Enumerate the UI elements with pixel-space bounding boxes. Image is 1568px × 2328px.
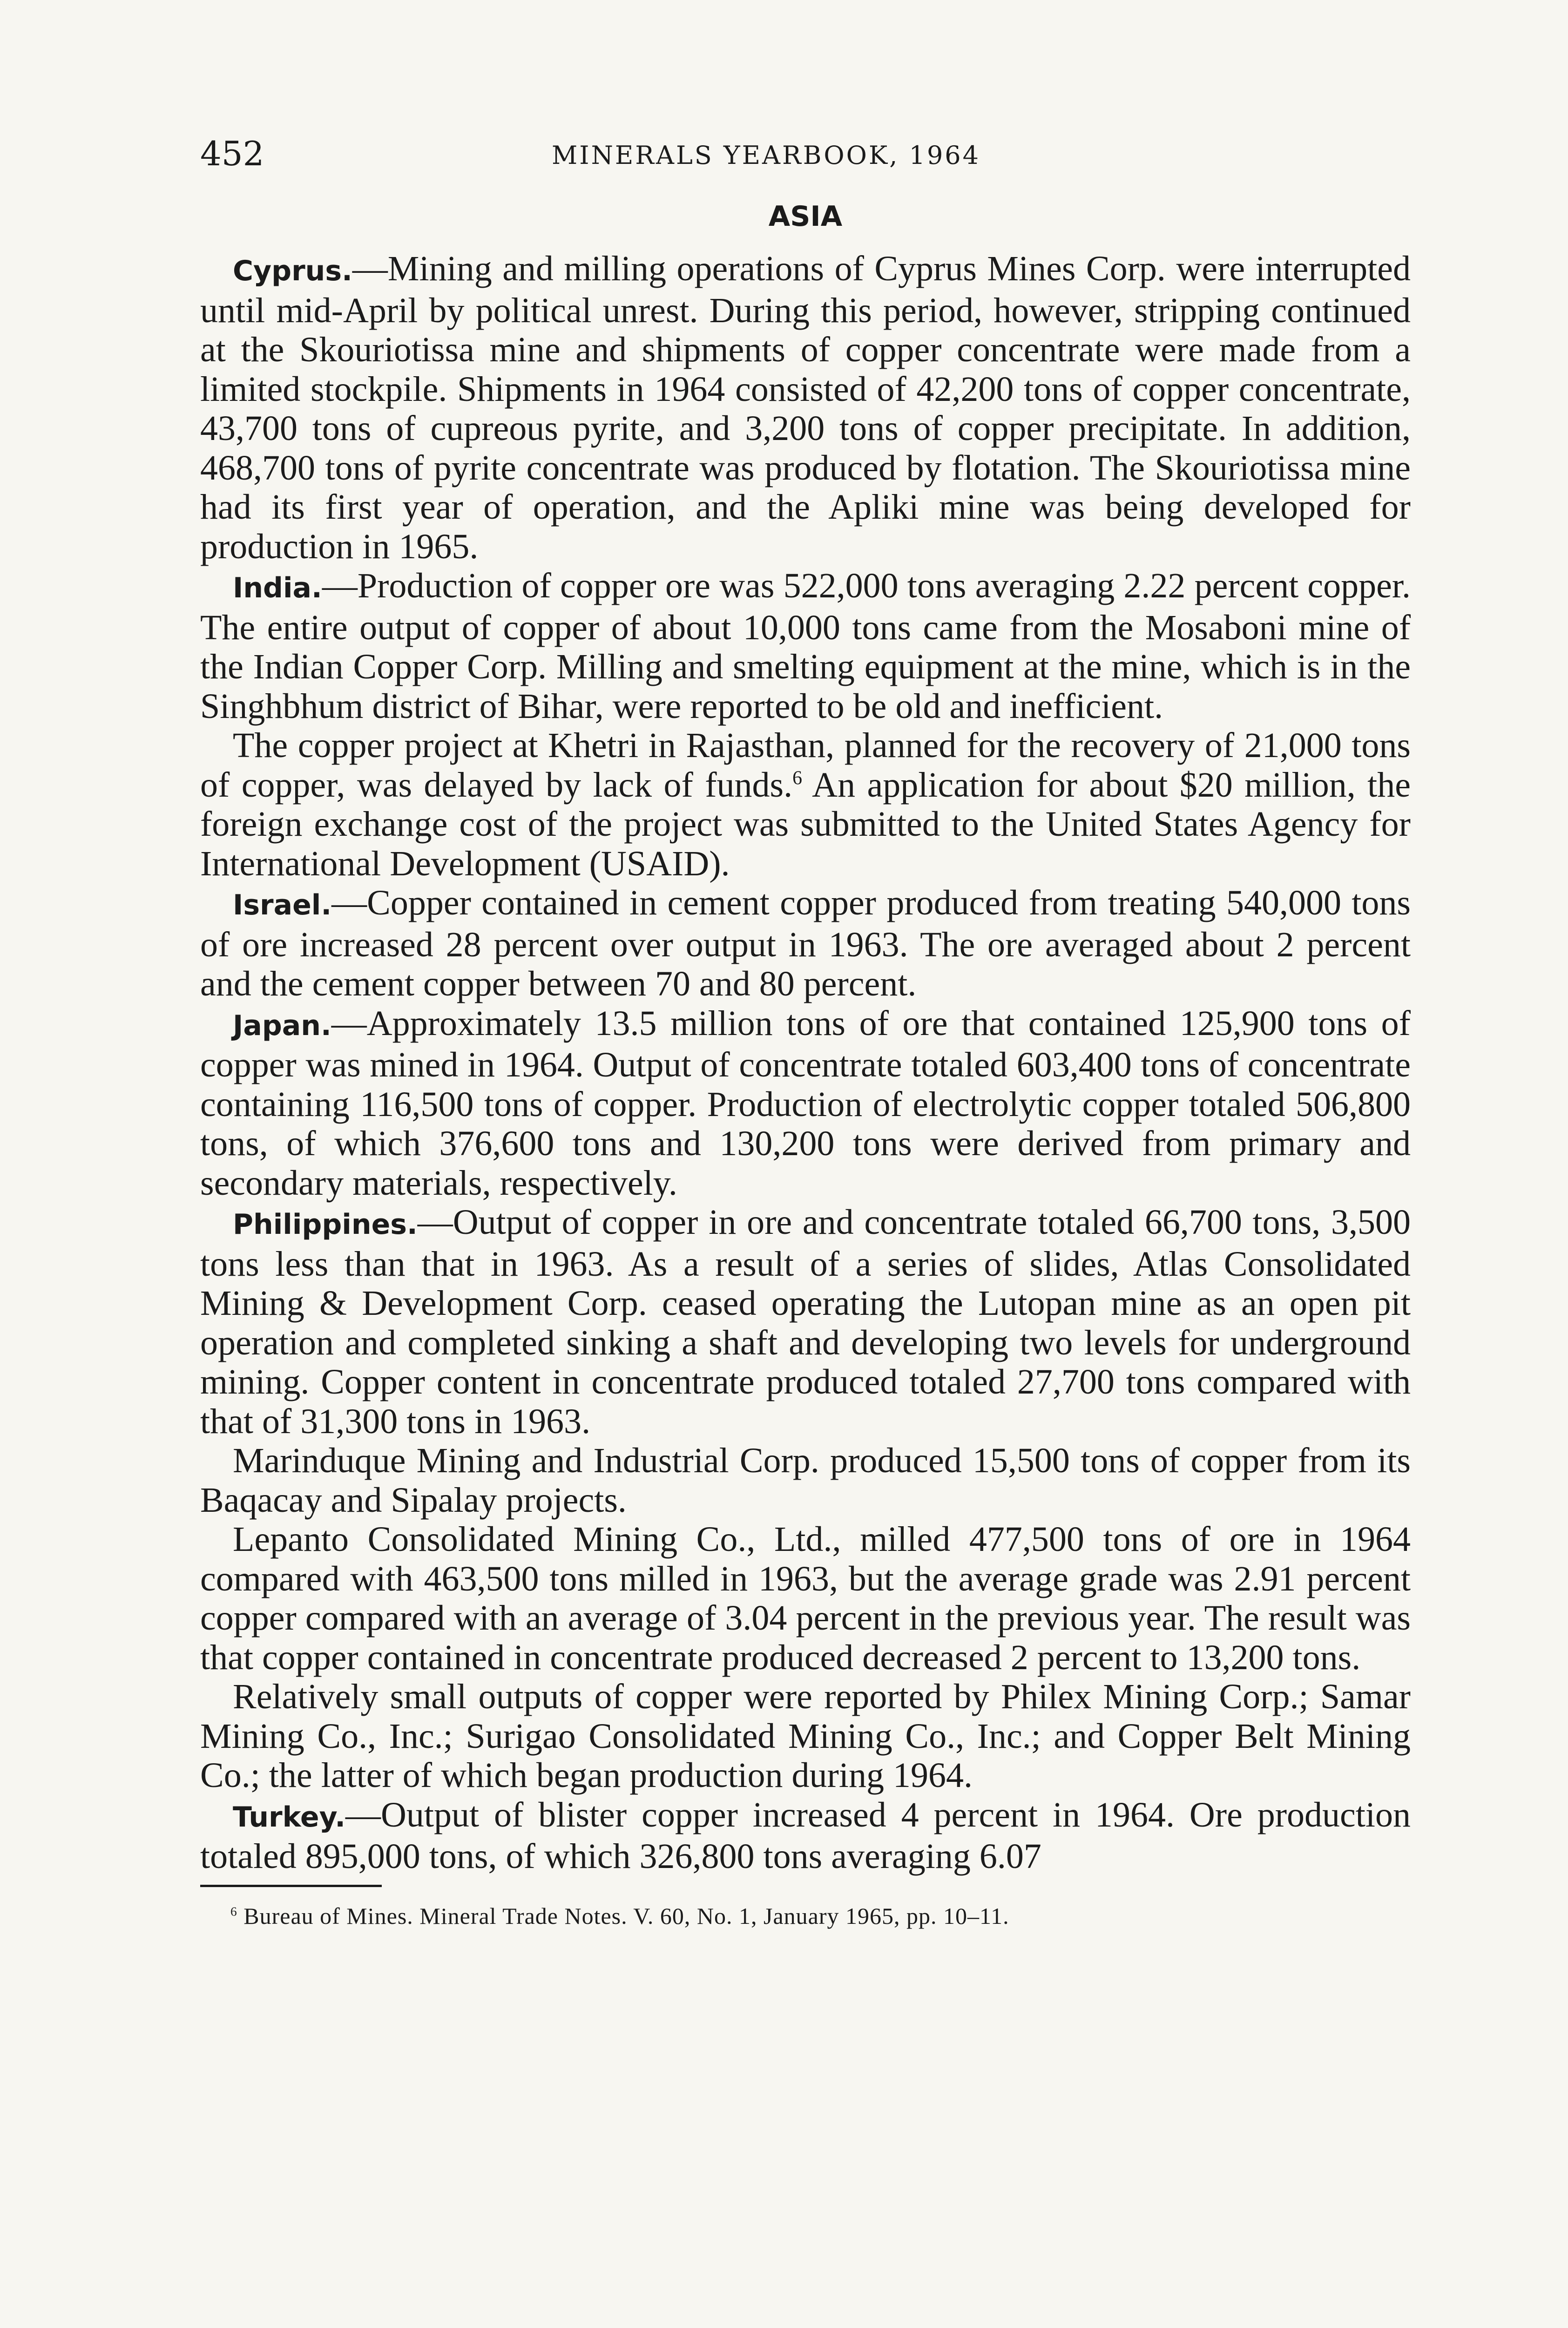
text-marinduque: Marinduque Mining and Industrial Corp. produced 15,500 tons of copper from its Baqacay and Sipalay projects. bbox=[200, 1441, 1411, 1520]
text-turkey: —Output of blister copper increased 4 percent in 1964. Ore production totaled 895,000 tons, of which 326,800 tons averaging 6.07 bbox=[200, 1795, 1411, 1876]
text-india: —Production of copper ore was 522,000 tons averaging 2.22 percent copper. The entire output of copper of about 10,000 tons came from the Mosaboni mine of the Indian Copper Corp. Milling and smelting equipment at the mine, which is in the Singhbhum district of Bihar, were reported to be old and inefficient. bbox=[200, 566, 1411, 726]
paragraph-small-outputs bbox=[200, 1677, 1411, 1795]
running-head: MINERALS YEARBOOK, 1964 bbox=[552, 141, 981, 170]
footnote-text: Bureau of Mines. Mineral Trade Notes. V. 60, No. 1, January 1965, pp. 10–11. bbox=[243, 1902, 1009, 1929]
lead-japan: Japan. bbox=[233, 1009, 331, 1042]
lead-turkey: Turkey. bbox=[233, 1800, 346, 1834]
section-title: ASIA bbox=[768, 200, 843, 233]
body-text bbox=[200, 249, 1411, 1876]
paragraph-khetri bbox=[200, 726, 1411, 883]
text-lepanto: Lepanto Consolidated Mining Co., Ltd., milled 477,500 tons of ore in 1964 compared with 463,500 tons milled in 1963, but the average grade was 2.91 percent copper compared with an average of 3.04 percent in the previous year. The result was that copper contained in concentrate produced decreased 2 percent to 13,200 tons. bbox=[200, 1520, 1411, 1677]
lead-cyprus: Cyprus. bbox=[233, 255, 352, 287]
page-header bbox=[200, 133, 1411, 184]
text-khetri-before: The copper project at Khetri in Rajasthan, planned for the recovery of 21,000 tons of copper, was delayed by lack of funds. bbox=[200, 726, 1411, 805]
text-khetri-after: An application for about $20 million, the foreign exchange cost of the project was submitted to the United States Agency for International Development (USAID). bbox=[200, 765, 1411, 883]
paragraph-philippines bbox=[200, 1203, 1411, 1441]
text-japan: —Approximately 13.5 million tons of ore that contained 125,900 tons of copper was mined in 1964. Output of concentrate totaled 603,400 tons of concentrate containing 116,500 tons of copper. Production of electrolytic copper totaled 506,800 tons, of which 376,600 tons and 130,200 tons were derived from primary and secondary materials, respectively. bbox=[200, 1003, 1411, 1203]
footnote-divider bbox=[200, 1885, 382, 1887]
paragraph-turkey bbox=[200, 1795, 1411, 1876]
page-number: 452 bbox=[200, 134, 264, 173]
lead-philippines: Philippines. bbox=[233, 1208, 418, 1241]
document-page bbox=[200, 133, 1411, 1931]
paragraph-cyprus bbox=[200, 249, 1411, 566]
lead-india: India. bbox=[233, 572, 322, 604]
text-small-outputs: Relatively small outputs of copper were reported by Philex Mining Corp.; Samar Mining Co., Inc.; Surigao Consolidated Mining Co., Inc.; and Copper Belt Mining Co.; the latter of which began production during 1964. bbox=[200, 1677, 1411, 1795]
footnote-number: 6 bbox=[230, 1903, 237, 1918]
text-philippines: —Output of copper in ore and concentrate totaled 66,700 tons, 3,500 tons less than that in 1963. As a result of a series of slides, Atlas Consolidated Mining & Development Corp. ceased operating the Lutopan mine as an open pit operation and completed sinking a shaft and developing two levels for underground mining. Copper content in concentrate produced totaled 27,700 tons compared with that of 31,300 tons in 1963. bbox=[200, 1203, 1411, 1441]
paragraph-lepanto bbox=[200, 1520, 1411, 1677]
lead-israel: Israel. bbox=[233, 889, 332, 921]
paragraph-japan bbox=[200, 1004, 1411, 1203]
paragraph-india bbox=[200, 566, 1411, 726]
footnote bbox=[200, 1901, 1411, 1931]
paragraph-marinduque bbox=[200, 1441, 1411, 1520]
text-israel: —Copper contained in cement copper produced from treating 540,000 tons of ore increased 28 percent over output in 1963. The ore averaged about 2 percent and the cement copper between 70 and 80 percent. bbox=[200, 883, 1411, 1003]
footnote-reference: 6 bbox=[792, 767, 802, 789]
paragraph-israel bbox=[200, 883, 1411, 1004]
text-cyprus: —Mining and milling operations of Cyprus Mines Corp. were interrupted until mid-April by political unrest. During this period, however, stripping continued at the Skouriotissa mine and shipments of copper concentrate were made from a limited stockpile. Shipments in 1964 consisted of 42,200 tons of copper concentrate, 43,700 tons of cupreous pyrite, and 3,200 tons of copper precipitate. In addition, 468,700 tons of pyrite concentrate was produced by flotation. The Skouriotissa mine had its first year of operation, and the Apliki mine was being developed for production in 1965. bbox=[200, 249, 1411, 566]
